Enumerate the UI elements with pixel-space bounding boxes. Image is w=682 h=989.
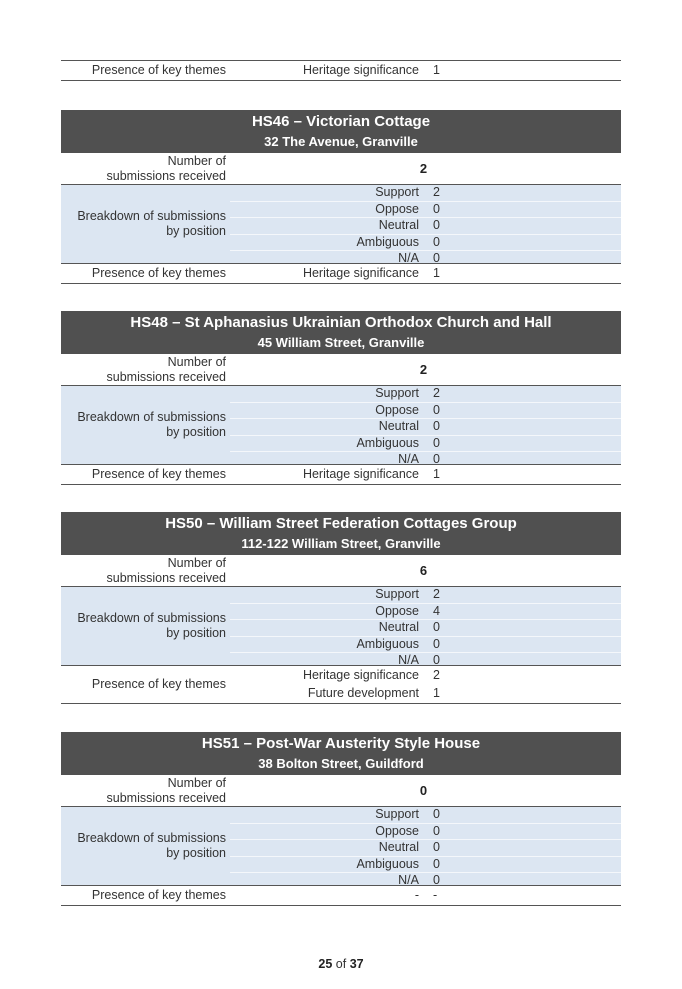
heritage-item-table	[61, 512, 621, 704]
position-na: N/A 0	[398, 452, 440, 467]
position-support: Support 2	[230, 386, 621, 403]
table-header	[61, 311, 621, 354]
themes-label-cell	[61, 61, 226, 80]
themes-row	[61, 666, 621, 703]
divider	[61, 703, 621, 704]
theme-line	[230, 886, 621, 904]
item-address: 32 The Avenue, Granville	[264, 134, 418, 149]
position-oppose: Oppose 4	[230, 604, 621, 621]
position-support: Support 0	[230, 807, 621, 824]
position-breakdown	[61, 386, 621, 467]
themes-label: Presence of key themes	[91, 63, 226, 77]
current-page: 25	[318, 957, 333, 971]
theme-count: 2	[433, 668, 440, 682]
theme-name: -	[414, 888, 419, 902]
breakdown-label-line1: Breakdown of submissions	[77, 410, 226, 424]
breakdown-label-line2: by position	[166, 425, 226, 439]
theme-line	[230, 666, 621, 684]
theme-count: 1	[433, 63, 440, 77]
themes-row	[61, 465, 621, 484]
themes-row	[61, 264, 621, 283]
position-na: N/A 0	[398, 873, 440, 888]
position-oppose: Oppose 0	[230, 403, 621, 420]
position-ambiguous: Ambiguous 0	[230, 235, 621, 252]
submission-count: 2	[419, 362, 428, 377]
themes-label: Presence of key themes	[91, 888, 226, 902]
theme-count: 1	[433, 686, 440, 700]
divider	[61, 484, 621, 485]
submission-count-row	[61, 555, 621, 586]
position-breakdown	[61, 185, 621, 266]
count-label-line2: submissions received	[106, 570, 226, 585]
item-address: 38 Bolton Street, Guildford	[258, 756, 424, 771]
submission-count-row	[61, 153, 621, 184]
position-neutral: Neutral 0	[230, 419, 621, 436]
submission-count-row	[61, 354, 621, 385]
total-pages: 37	[349, 957, 364, 971]
theme-line	[230, 465, 621, 483]
theme-name: Heritage significance	[302, 63, 419, 77]
position-ambiguous: Ambiguous 0	[230, 857, 621, 874]
page-of: of	[335, 957, 347, 971]
count-label-line2: submissions received	[106, 790, 226, 805]
divider	[61, 905, 621, 906]
item-title: HS46 – Victorian Cottage	[251, 113, 431, 130]
breakdown-label-line2: by position	[166, 846, 226, 860]
theme-line	[230, 61, 621, 79]
count-label-line1: Number of	[167, 354, 226, 369]
position-ambiguous: Ambiguous 0	[230, 436, 621, 453]
breakdown-label-line2: by position	[166, 626, 226, 640]
breakdown-label-line1: Breakdown of submissions	[77, 611, 226, 625]
count-label-line1: Number of	[167, 775, 226, 790]
count-label-line2: submissions received	[106, 168, 226, 183]
breakdown-label-line1: Breakdown of submissions	[77, 209, 226, 223]
count-label-line2: submissions received	[106, 369, 226, 384]
item-title: HS50 – William Street Federation Cottages Group	[165, 515, 517, 532]
themes-label: Presence of key themes	[91, 266, 226, 280]
themes-label: Presence of key themes	[91, 677, 226, 691]
position-breakdown	[61, 807, 621, 888]
submission-count: 0	[419, 783, 428, 798]
position-na: N/A 0	[398, 653, 440, 668]
table-header	[61, 110, 621, 153]
table-header	[61, 512, 621, 555]
item-title: HS48 – St Aphanasius Ukrainian Orthodox Church and Hall	[130, 314, 552, 331]
submission-count: 6	[419, 563, 428, 578]
theme-name: Future development	[307, 686, 419, 700]
submission-count: 2	[419, 161, 428, 176]
heritage-item-table	[61, 311, 621, 485]
count-label-line1: Number of	[167, 153, 226, 168]
item-address: 45 William Street, Granville	[257, 335, 425, 350]
position-oppose: Oppose 0	[230, 202, 621, 219]
position-neutral: Neutral 0	[230, 840, 621, 857]
divider	[61, 80, 621, 81]
breakdown-label-line1: Breakdown of submissions	[77, 831, 226, 845]
themes-row	[61, 61, 621, 80]
theme-name: Heritage significance	[302, 668, 419, 682]
position-neutral: Neutral 0	[230, 620, 621, 637]
position-oppose: Oppose 0	[230, 824, 621, 841]
page-number	[0, 957, 682, 971]
themes-label: Presence of key themes	[91, 467, 226, 481]
position-support: Support 2	[230, 587, 621, 604]
position-na: N/A 0	[398, 251, 440, 266]
heritage-item-table	[61, 732, 621, 906]
count-label-line1: Number of	[167, 555, 226, 570]
theme-count: 1	[433, 467, 440, 481]
submission-count-row	[61, 775, 621, 806]
item-title: HS51 – Post-War Austerity Style House	[201, 735, 481, 752]
table-header	[61, 732, 621, 775]
position-neutral: Neutral 0	[230, 218, 621, 235]
themes-row	[61, 886, 621, 905]
theme-count: -	[433, 888, 438, 902]
theme-count: 1	[433, 266, 440, 280]
theme-name: Heritage significance	[302, 266, 419, 280]
theme-line	[230, 684, 621, 702]
theme-name: Heritage significance	[302, 467, 419, 481]
breakdown-label-line2: by position	[166, 224, 226, 238]
position-support: Support 2	[230, 185, 621, 202]
divider	[61, 283, 621, 284]
theme-line	[230, 264, 621, 282]
position-breakdown	[61, 587, 621, 668]
position-ambiguous: Ambiguous 0	[230, 637, 621, 654]
top-fragment-table	[61, 60, 621, 81]
heritage-item-table	[61, 110, 621, 284]
item-address: 112-122 William Street, Granville	[241, 536, 441, 551]
